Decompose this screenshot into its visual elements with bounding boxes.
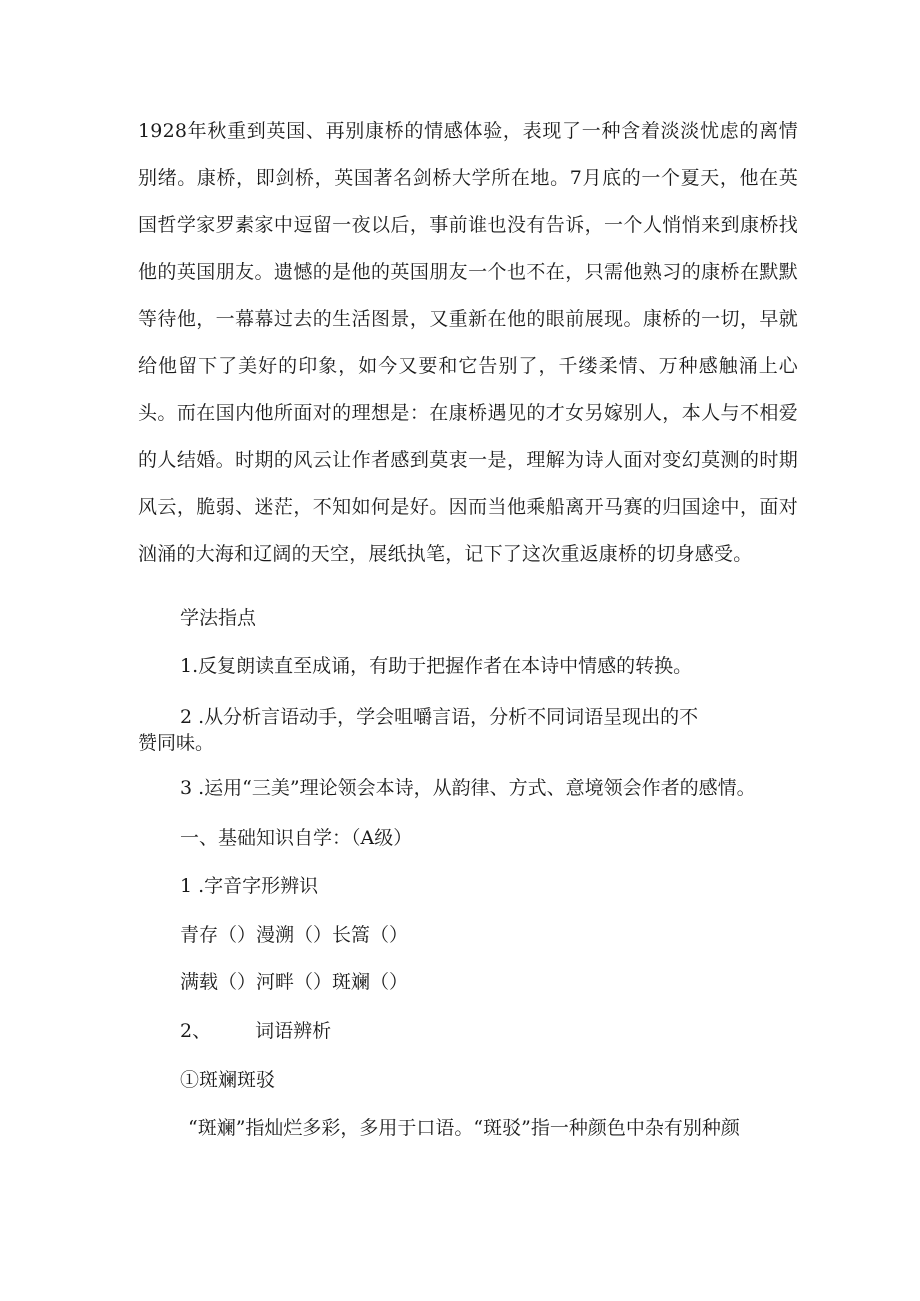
- subsection-2-title: 词语辨析: [255, 1020, 332, 1042]
- subsection-1-heading: 1 .字音字形辨识: [180, 875, 319, 897]
- study-item-3: 3 .运用“三美”理论领会本诗，从韵律、方式、意境领会作者的感情。: [180, 777, 756, 799]
- explanation-text: “斑斓”指灿烂多彩，多用于口语。“斑驳”指一种颜色中杂有别种颜: [188, 1117, 740, 1139]
- study-heading: 学法指点: [180, 607, 257, 629]
- word-pair: ①斑斓斑驳: [180, 1069, 276, 1091]
- body-paragraph: 1928年秋重到英国、再别康桥的情感体验，表现了一种含着淡淡忧虑的离情别绪。康桥，即剑桥，英国著名剑桥大学所在地。7月底的一个夏天，他在英国哲学家罗素家中逗留一夜以后，事前谁也没有告诉，一个人悄悄来到康桥找他的英国朋友。遗憾的是他的英国朋友一个也不在，只需他熟习的康桥在默默等待他，一幕幕过去的生活图景，又重新在他的眼前展现。康桥的一切，早就给他留下了美好的印象，如今又要和它告别了，千缕柔情、万种感触涌上心头。而在国内他所面对的理想是：在康桥遇见的才女另嫁别人，本人与不相爱的人结婚。时期的风云让作者感到莫衷一是，理解为诗人面对变幻莫测的时期风云，脆弱、迷茫，不知如何是好。因而当他乘船离开马赛的归国途中，面对汹涌的大海和辽阔的天空，展纸执笔，记下了这次重返康桥的切身感受。: [138, 120, 798, 565]
- study-item-1: 1.反复朗读直至成诵，有助于把握作者在本诗中情感的转换。: [180, 655, 693, 677]
- pronunciation-row-2: 满载（）河畔（）斑斓（）: [180, 971, 409, 993]
- study-item-2-continued: 赞同味。: [138, 732, 215, 754]
- subsection-2-heading: [180, 1016, 331, 1043]
- subsection-2-number: 2、: [180, 1020, 212, 1042]
- pronunciation-row-1: 青存（）漫溯（）长篙（）: [180, 924, 409, 946]
- study-item-2: 2 .从分析言语动手，学会咀嚼言语，分析不同词语呈现出的不: [180, 706, 699, 728]
- section-heading: 一、基础知识自学：（A级）: [180, 827, 413, 849]
